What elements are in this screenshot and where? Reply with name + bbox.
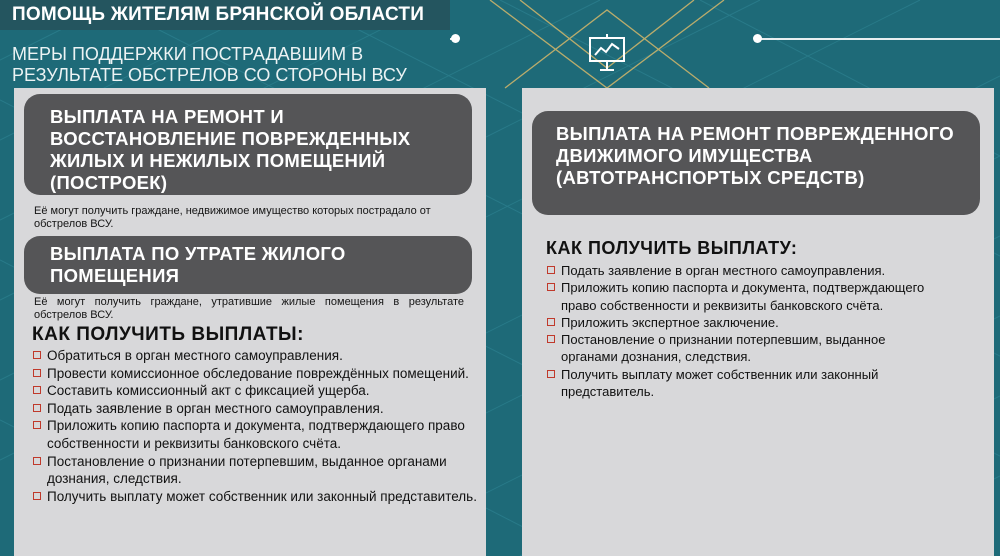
right-panel — [522, 88, 994, 556]
list-item: Получить выплату может собственник или законный представитель. — [546, 366, 941, 401]
header-divider-right — [760, 38, 1000, 40]
checkbox-bullet-icon — [33, 457, 41, 465]
list-item: Приложить экспертное заключение. — [546, 314, 941, 331]
page-subtitle: МЕРЫ ПОДДЕРЖКИ ПОСТРАДАВШИМ В РЕЗУЛЬТАТЕ ОБСТРЕЛОВ СО СТОРОНЫ ВСУ — [12, 44, 407, 85]
list-item: Подать заявление в орган местного самоуправления. — [546, 262, 941, 279]
presentation-chart-icon — [587, 34, 627, 74]
left-panel — [14, 88, 486, 556]
card-repair-housing-title: ВЫПЛАТА НА РЕМОНТ И ВОССТАНОВЛЕНИЕ ПОВРЕЖДЕННЫХ ЖИЛЫХ И НЕЖИЛЫХ ПОМЕЩЕНИЙ (ПОСТРОЕК) — [24, 94, 472, 195]
divider-dot-right — [753, 34, 762, 43]
card-vehicle-repair-title: ВЫПЛАТА НА РЕМОНТ ПОВРЕЖДЕННОГО ДВИЖИМОГО ИМУЩЕСТВА (АВТОТРАНСПОРТЫХ СРЕДСТВ) — [532, 111, 980, 215]
list-item: Постановление о признании потерпевшим, выданное органами дознания, следствия. — [32, 453, 487, 488]
page-title: ПОМОЩЬ ЖИТЕЛЯМ БРЯНСКОЙ ОБЛАСТИ — [0, 0, 450, 30]
right-steps-list — [546, 262, 941, 400]
list-item: Постановление о признании потерпевшим, выданное органами дознания, следствия. — [546, 331, 941, 366]
checkbox-bullet-icon — [547, 283, 555, 291]
list-item: Провести комиссионное обследование повреждённых помещений. — [32, 365, 487, 383]
how-to-get-payments-heading: КАК ПОЛУЧИТЬ ВЫПЛАТЫ: — [32, 324, 304, 345]
checkbox-bullet-icon — [33, 369, 41, 377]
card-housing-loss-note: Её могут получить граждане, утратившие жилые помещения в результате обстрелов ВСУ. — [34, 296, 464, 321]
checkbox-bullet-icon — [33, 492, 41, 500]
checkbox-bullet-icon — [547, 335, 555, 343]
checkbox-bullet-icon — [33, 386, 41, 394]
checkbox-bullet-icon — [547, 370, 555, 378]
checkbox-bullet-icon — [33, 351, 41, 359]
divider-dot-left — [451, 34, 460, 43]
card-housing-loss-title: ВЫПЛАТА ПО УТРАТЕ ЖИЛОГО ПОМЕЩЕНИЯ — [24, 236, 472, 294]
list-item: Обратиться в орган местного самоуправления. — [32, 347, 487, 365]
list-item: Приложить копию паспорта и документа, подтверждающего право собственности и реквизиты банковского счёта. — [32, 417, 487, 452]
how-to-get-payment-heading: КАК ПОЛУЧИТЬ ВЫПЛАТУ: — [546, 238, 798, 258]
checkbox-bullet-icon — [547, 266, 555, 274]
checkbox-bullet-icon — [33, 404, 41, 412]
left-steps-list — [32, 347, 487, 505]
list-item: Получить выплату может собственник или законный представитель. — [32, 488, 487, 506]
checkbox-bullet-icon — [33, 421, 41, 429]
checkbox-bullet-icon — [547, 318, 555, 326]
list-item: Составить комиссионный акт с фиксацией ущерба. — [32, 382, 487, 400]
card-repair-housing-note: Её могут получить граждане, недвижимое имущество которых пострадало от обстрелов ВСУ. — [34, 205, 431, 230]
list-item: Подать заявление в орган местного самоуправления. — [32, 400, 487, 418]
list-item: Приложить копию паспорта и документа, подтверждающего право собственности и реквизиты банковского счёта. — [546, 279, 941, 314]
